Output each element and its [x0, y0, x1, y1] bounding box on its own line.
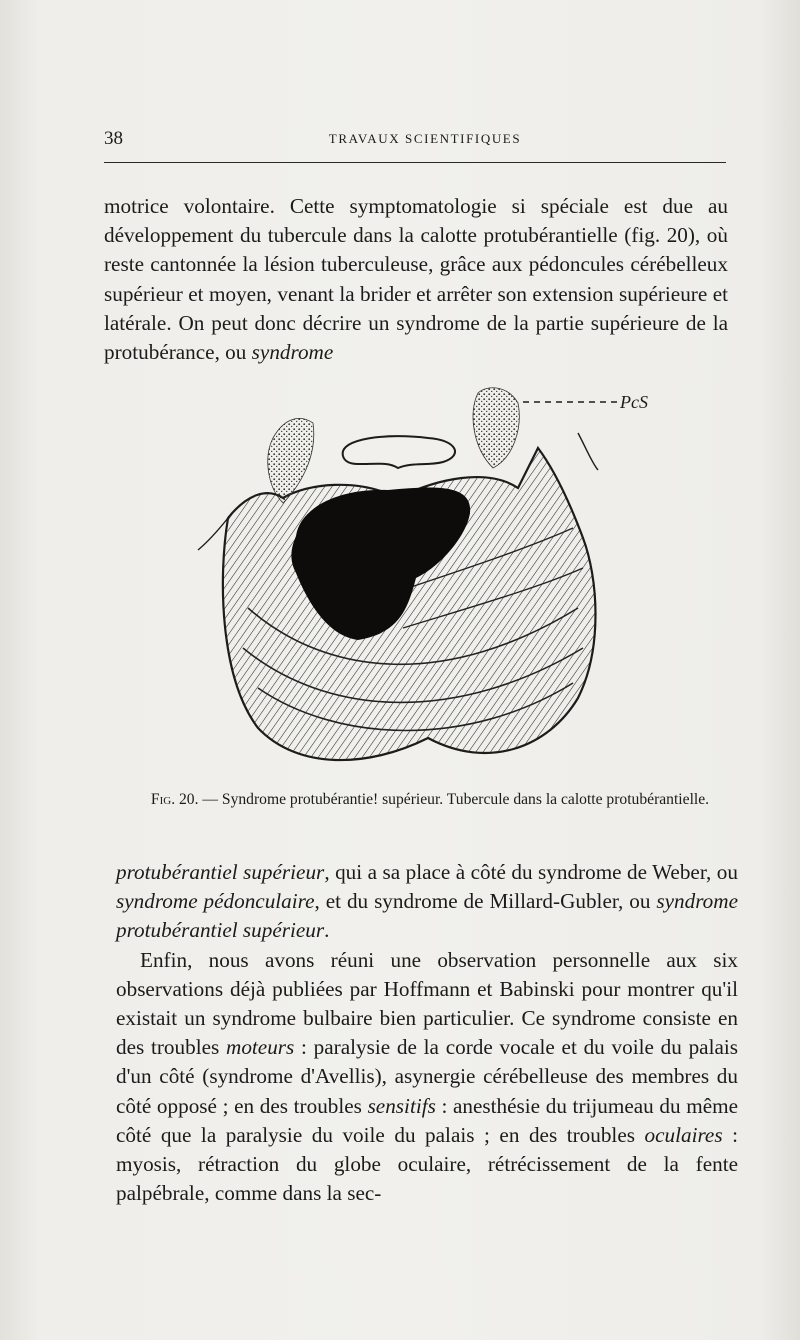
italic-run: syndrome protubérantiel supérieur: [116, 889, 738, 943]
page-number: 38: [104, 128, 123, 149]
italic-run: syndrome: [251, 340, 334, 365]
italic-run: syndrome pédonculaire: [116, 889, 315, 914]
paragraph-top: [104, 192, 728, 367]
text-run: .: [324, 918, 330, 943]
paragraph-enfin: [116, 948, 738, 1206]
text-run: Enfin, nous avons réuni une observation personnelle aux six observations déjà publiées par Hoffmann et Babinski pour montrer qu'il existait un syndrome bulbaire bien particulier. Ce syndrome consiste en des troubles: [116, 947, 738, 1060]
figure-label: PcS: [620, 392, 648, 412]
caption-text: 20. — Syndrome protubérantie! supérieur. Tubercule dans la calotte protubérantielle.: [175, 791, 710, 808]
text-run: , qui a sa place à côté du syndrome de Weber, ou: [324, 860, 738, 884]
running-head: TRAVAUX SCIENTIFIQUES: [328, 131, 522, 146]
page-header: [104, 128, 726, 150]
text-run: , et du syndrome de Millard-Gubler, ou: [314, 889, 657, 914]
figure-20-illustration: [188, 378, 668, 778]
bottom-text: [116, 858, 738, 1208]
italic-run: oculaires: [644, 1122, 723, 1147]
right-peduncle: [473, 388, 519, 468]
text-run: : anesthésie du trijumeau du même côté que la paralysie du voile du palais ; en des troubles: [116, 1093, 738, 1147]
italic-run: sensitifs: [367, 1093, 436, 1118]
figure-caption: [140, 789, 720, 811]
header-rule: [104, 162, 726, 163]
text-run: : myosis, rétraction du globe oculaire, rétrécissement de la fente palpébrale, comme dans la sec-: [116, 1122, 738, 1206]
italic-run: protubérantiel supérieur: [116, 860, 325, 884]
text-run: motrice volontaire. Cette symptomatologie si spéciale est due au développement du tubercule dans la calotte protubérantielle (fig. 20), où reste cantonnée la lésion tuberculeuse, grâce aux pédoncules cérébelleux supérieur et moyen, venant la brider et arrêter son extension supérieure et latérale. On peut donc décrire un syndrome de la partie supérieure de la protubérance, ou: [104, 194, 728, 365]
ventricle: [343, 436, 455, 468]
italic-run: moteurs: [226, 1035, 295, 1060]
paragraph-continuation: [116, 860, 738, 942]
text-run: : paralysie de la corde vocale et du voile du palais d'un côté (syndrome d'Avellis), asynergie cérébelleuse des membres du côté opposé ; en des troubles: [116, 1035, 738, 1118]
caption-fig: Fig.: [150, 791, 176, 808]
